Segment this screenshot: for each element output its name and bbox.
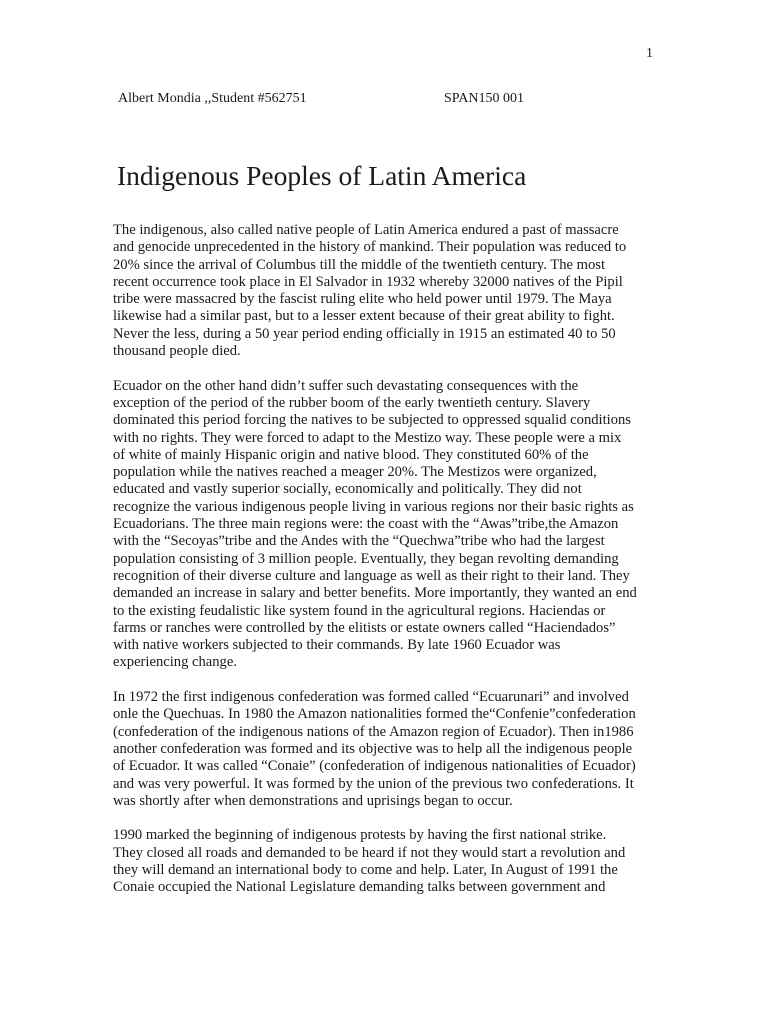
- text-line: was shortly after when demonstrations and uprisings began to occur.: [113, 792, 513, 809]
- text-line: they will demand an international body to come and help. Later, In August of 1991 the: [113, 861, 618, 878]
- text-line: recent occurrence took place in El Salvador in 1932 whereby 32000 natives of the Pipil: [113, 273, 623, 290]
- text-line: Conaie occupied the National Legislature demanding talks between government and: [113, 879, 606, 896]
- text-line: another confederation was formed and its objective was to help all the indigenous people: [113, 740, 633, 757]
- text-line: population while the natives reached a meager 20%. The Mestizos were organized,: [113, 464, 597, 481]
- text-line: of white of mainly Hispanic origin and native blood. They constituted 60% of the: [113, 446, 589, 463]
- text-line: dominated this period forcing the natives to be subjected to oppressed squalid conditions: [113, 412, 631, 429]
- text-line: thousand people died.: [113, 343, 241, 360]
- text-line: onle the Quechuas. In 1980 the Amazon nationalities formed the“Confenie”confederation: [113, 706, 636, 723]
- text-line: Ecuadorians. The three main regions were: the coast with the “Awas”tribe,the Amazon: [113, 516, 619, 533]
- text-line: tribe were massacred by the fascist ruling elite who held power until 1979. The Maya: [113, 291, 612, 308]
- page-number: 1: [646, 46, 653, 61]
- document-title: Indigenous Peoples of Latin America: [117, 160, 527, 191]
- text-line: 20% since the arrival of Columbus till the middle of the twentieth century. The most: [113, 256, 606, 273]
- text-line: with the “Secoyas”tribe and the Andes with the “Quechwa”tribe who had the largest: [113, 533, 605, 550]
- text-line: They closed all roads and demanded to be heard if not they would start a revolution and: [113, 844, 626, 861]
- text-line: Ecuador on the other hand didn’t suffer such devastating consequences with the: [113, 377, 579, 394]
- text-line: educated and vastly superior socially, economically and politically. They did not: [113, 481, 582, 498]
- text-line: of Ecuador. It was called “Conaie” (confederation of indigenous nationalities of Ecuador): [113, 758, 636, 775]
- text-line: farms or ranches were controlled by the elitists or estate owners called “Haciendados”: [113, 619, 616, 636]
- paragraph: [113, 378, 653, 672]
- text-line: exception of the period of the rubber boom of the early twentieth century. Slavery: [113, 394, 591, 411]
- text-line: experiencing change.: [113, 654, 237, 671]
- course-code: SPAN150 001: [444, 91, 525, 106]
- text-line: to the existing feudalistic like system found in the agricultural regions. Haciendas or: [113, 602, 606, 619]
- text-line: (confederation of the indigenous nations of the Amazon region of Ecuador). Then in1986: [113, 723, 634, 740]
- document-body: [113, 222, 653, 914]
- text-line: recognition of their diverse culture and language as well as their right to their land. They: [113, 567, 630, 584]
- text-line: demanded an increase in salary and better benefits. More importantly, they wanted an end: [113, 585, 637, 602]
- text-line: The indigenous, also called native people of Latin America endured a past of massacre: [113, 222, 619, 238]
- text-line: Never the less, during a 50 year period ending officially in 1915 an estimated 40 to 50: [113, 325, 616, 342]
- text-line: and was very powerful. It was formed by the union of the previous two confederations. It: [113, 775, 634, 792]
- author-student-id: Albert Mondia ,,Student #562751: [118, 91, 307, 106]
- text-line: and genocide unprecedented in the history of mankind. Their population was reduced to: [113, 239, 627, 256]
- text-line: 1990 marked the beginning of indigenous protests by having the first national strike.: [113, 827, 607, 844]
- text-line: with no rights. They were forced to adapt to the Mestizo way. These people were a mix: [113, 429, 622, 446]
- text-line: population consisting of 3 million people. Eventually, they began revolting demanding: [113, 550, 619, 567]
- text-line: In 1972 the first indigenous confederation was formed called “Ecuarunari” and involved: [113, 689, 629, 706]
- text-line: recognize the various indigenous people living in various regions nor their basic rights as: [113, 498, 634, 515]
- text-line: with native workers subjected to their commands. By late 1960 Ecuador was: [113, 637, 561, 654]
- paragraph: [113, 222, 653, 360]
- paragraph: [113, 827, 653, 896]
- paragraph: [113, 689, 653, 810]
- text-line: likewise had a similar past, but to a lesser extent because of their great ability to fight.: [113, 308, 615, 325]
